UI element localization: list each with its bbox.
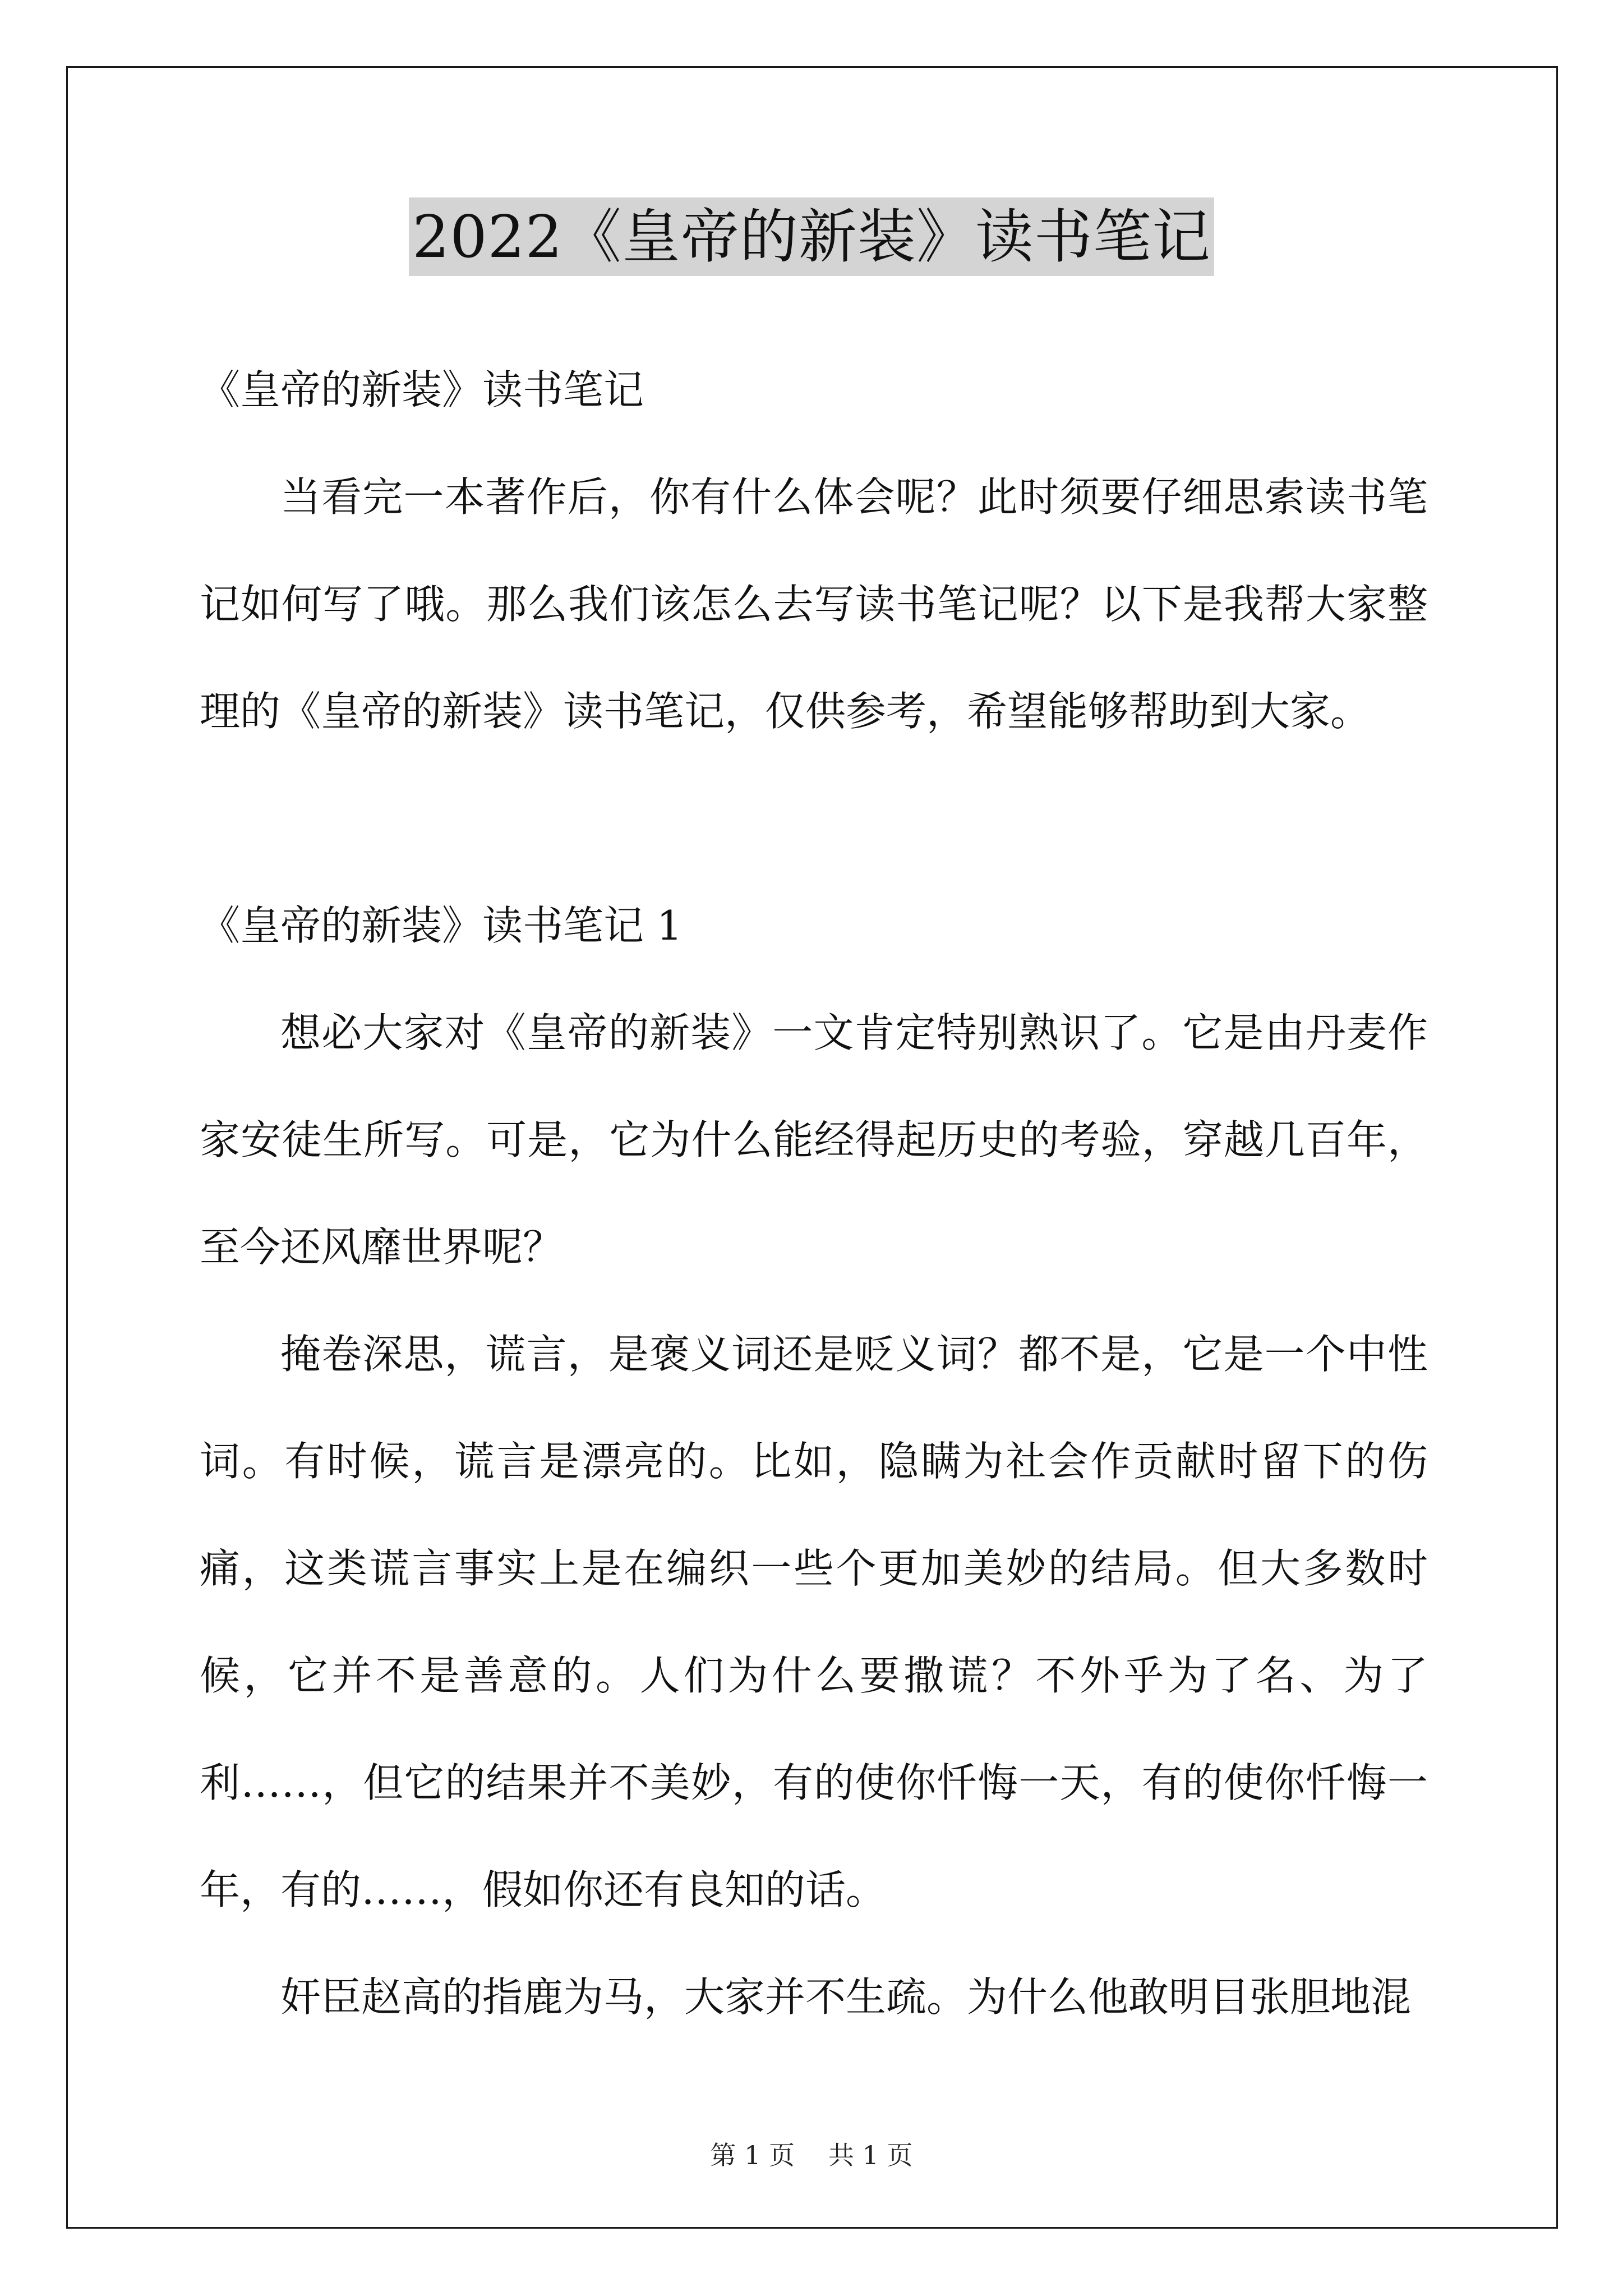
- intro-paragraph: 当看完一本著作后，你有什么体会呢？此时须要仔细思索读书笔记如何写了哦。那么我们该怎么去写读书笔记呢？以下是我帮大家整理的《皇帝的新装》读书笔记，仅供参考，希望能够帮助到大家。: [200, 473, 1428, 735]
- body-paragraph: 掩卷深思，谎言，是褒义词还是贬义词？都不是，它是一个中性词。有时候，谎言是漂亮的。比如，隐瞒为社会作贡献时留下的伤痛，这类谎言事实上是在编织一些个更加美妙的结局。但大多数时候，它并不是善意的。人们为什么要撒谎？不外乎为了名、为了利……，但它的结果并不美妙，有的使你忏悔一天，有的使你忏悔一年，有的……，假如你还有良知的话。: [200, 1331, 1428, 1913]
- page-total: 共 1 页: [828, 2140, 913, 2170]
- section-spacer: [200, 765, 1428, 872]
- page-number: 第 1 页: [710, 2140, 795, 2170]
- document-title: 2022《皇帝的新装》读书笔记: [409, 197, 1214, 276]
- body-paragraph: 奸臣赵高的指鹿为马，大家并不生疏。为什么他敢明目张胆地混: [280, 1973, 1412, 2021]
- subtitle: 《皇帝的新装》读书笔记: [200, 366, 644, 413]
- page-footer: [0, 2135, 1623, 2172]
- title-container: [0, 197, 1623, 276]
- section-heading: 《皇帝的新装》读书笔记 1: [200, 902, 683, 949]
- body-paragraph: 想必大家对《皇帝的新装》一文肯定特别熟识了。它是由丹麦作家安徒生所写。可是，它为什么能经得起历史的考验，穿越几百年，至今还风靡世界呢？: [200, 1009, 1428, 1271]
- document-body: [200, 337, 1428, 2051]
